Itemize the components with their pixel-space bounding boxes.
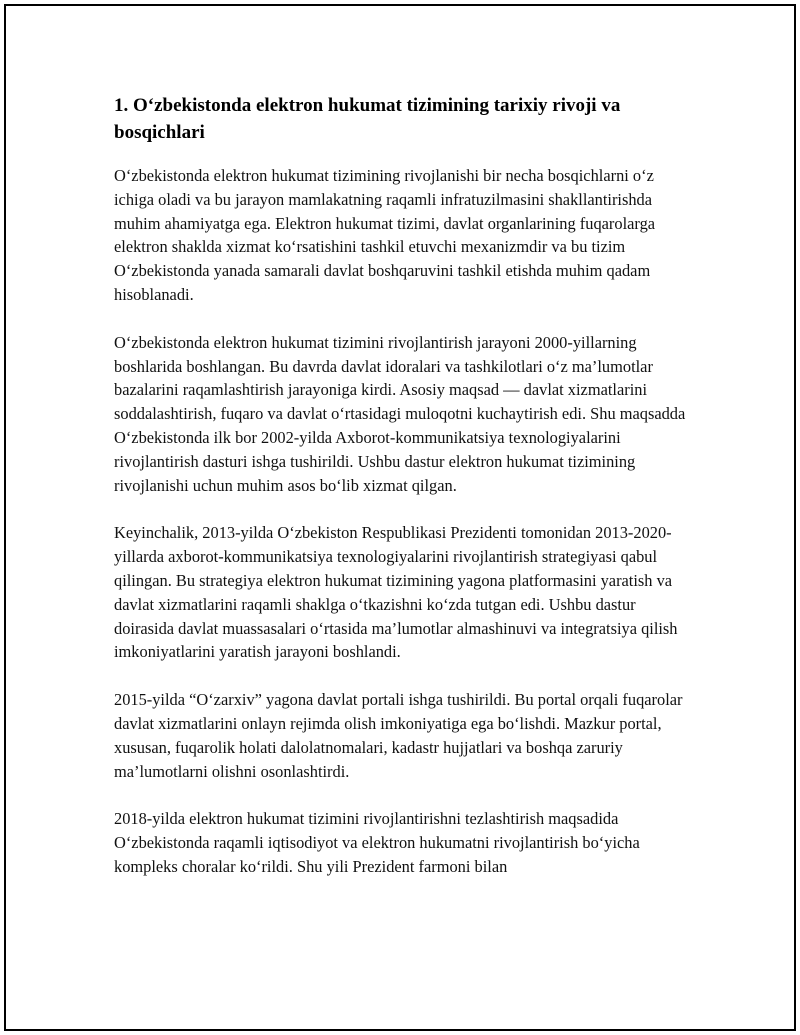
paragraph-5: 2018-yilda elektron hukumat tizimini rivojlantirishni tezlashtirish maqsadida O‘zbekistonda raqamli iqtisodiyot va elektron hukumatni rivojlantirish bo‘yicha kompleks choralar ko‘rildi. Shu yili Prezident farmoni bilan <box>114 809 640 876</box>
paragraph-4: 2015-yilda “O‘zarxiv” yagona davlat portali ishga tushirildi. Bu portal orqali fuqarolar davlat xizmatlarini onlayn rejimda olish imkoniyatiga ega bo‘lishdi. Mazkur portal, xususan, fuqarolik holati dalolatnomalari, kadastr hujjatlari va boshqa zaruriy ma’lumotlarni olishni osonlashtirdi. <box>114 690 683 781</box>
paragraph-1: O‘zbekistonda elektron hukumat tizimining rivojlanishi bir necha bosqichlarni o‘z ichiga oladi va bu jarayon mamlakatning raqamli infratuzilmasini shakllantirishda muhim ahamiyatga ega. Elektron hukumat tizimi, davlat organlarining fuqarolarga elektron shaklda xizmat ko‘rsatishini tashkil etuvchi mexanizmdir va bu tizim O‘zbekistonda yanada samarali davlat boshqaruvini tashkil etishda muhim qadam hisoblanadi. <box>114 166 656 304</box>
document-body <box>114 92 694 903</box>
paragraph-3: Keyinchalik, 2013-yilda O‘zbekiston Respublikasi Prezidenti tomonidan 2013-2020-yillarda axborot-kommunikatsiya texnologiyalarini rivojlantirish strategiyasi qabul qilingan. Bu strategiya elektron hukumat tizimining yagona platformasini yaratish va davlat xizmatlarini raqamli shaklga o‘tkazishni ko‘zda tutgan edi. Ushbu dastur doirasida davlat muassasalari o‘rtasida ma’lumotlar almashinuvi va integratsiya qilish imkoniyatlarini yaratish jarayoni boshlandi. <box>114 523 678 662</box>
section-heading: 1. O‘zbekistonda elektron hukumat tizimining tarixiy rivoji va bosqichlari <box>114 95 621 143</box>
paragraph-2: O‘zbekistonda elektron hukumat tizimini rivojlantirish jarayoni 2000-yillarning boshlarida boshlangan. Bu davrda davlat idoralari va tashkilotlari o‘z ma’lumotlar bazalarini raqamlashtirish jarayoniga kirdi. Asosiy maqsad — davlat xizmatlarini soddalashtirish, fuqaro va davlat o‘rtasidagi muloqotni kuchaytirish edi. Shu maqsadda O‘zbekistonda ilk bor 2002-yilda Axborot-kommunikatsiya texnologiyalarini rivojlantirish dasturi ishga tushirildi. Ushbu dastur elektron hukumat tizimining rivojlanishi uchun muhim asos bo‘lib xizmat qilgan. <box>114 332 686 495</box>
